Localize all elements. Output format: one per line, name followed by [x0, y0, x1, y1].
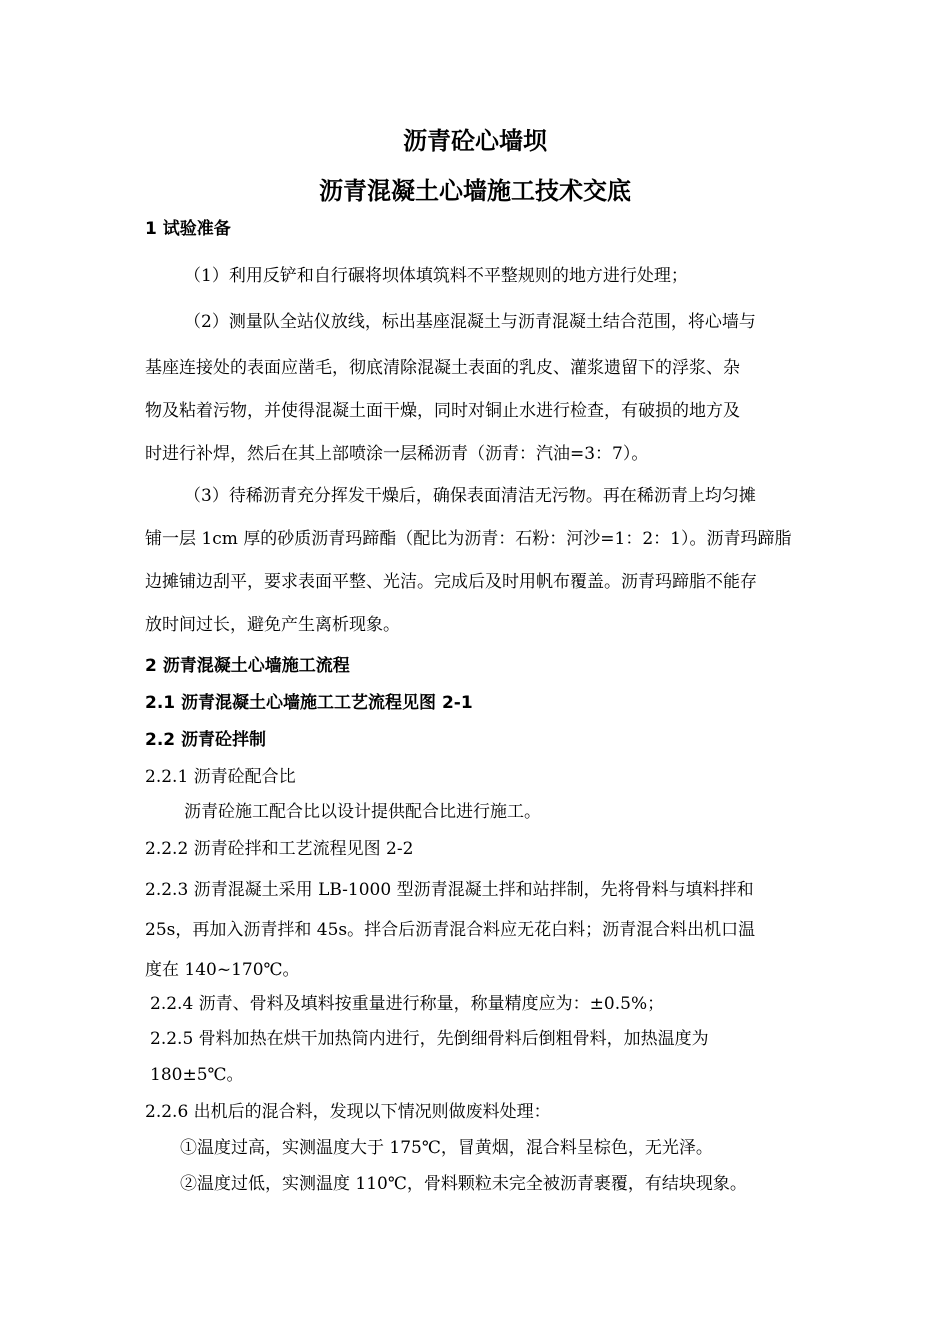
- section-1-heading: 1 试验准备: [145, 219, 231, 239]
- section-2-heading: 2 沥青混凝土心墙施工流程: [145, 656, 350, 676]
- section-1-item-3-line-1: （3）待稀沥青充分挥发干燥后，确保表面清洁无污物。再在稀沥青上均匀摊: [184, 486, 756, 506]
- section-2-2-3-line-3: 度在 140~170℃。: [145, 960, 300, 980]
- section-1-item-1: （1）利用反铲和自行碾将坝体填筑料不平整规则的地方进行处理；: [184, 266, 688, 286]
- section-2-2-6-heading: 2.2.6 出机后的混合料，发现以下情况则做废料处理：: [145, 1102, 551, 1122]
- document-title-main: 沥青砼心墙坝: [403, 127, 547, 155]
- section-1-item-2-line-3: 物及粘着污物，并使得混凝土面干燥，同时对铜止水进行检查，有破损的地方及: [145, 401, 740, 421]
- section-1-item-2-line-2: 基座连接处的表面应凿毛，彻底清除混凝土表面的乳皮、灌浆遗留下的浮浆、杂: [145, 358, 740, 378]
- section-2-2-6-item-2: ②温度过低，实测温度 110℃，骨料颗粒未完全被沥青裹覆，有结块现象。: [180, 1174, 747, 1194]
- section-2-2-3-line-1: 2.2.3 沥青混凝土采用 LB-1000 型沥青混凝土拌和站拌制，先将骨料与填料拌和: [145, 880, 754, 900]
- section-1-item-2-line-4: 时进行补焊，然后在其上部喷涂一层稀沥青（沥青：汽油=3：7）。: [145, 444, 649, 464]
- section-2-2-6-item-1: ①温度过高，实测温度大于 175℃，冒黄烟，混合料呈棕色，无光泽。: [180, 1138, 713, 1158]
- section-2-2-heading: 2.2 沥青砼拌制: [145, 730, 267, 750]
- section-2-2-1-text: 沥青砼施工配合比以设计提供配合比进行施工。: [184, 802, 541, 822]
- section-2-2-1-heading: 2.2.1 沥青砼配合比: [145, 767, 296, 787]
- document-title-sub: 沥青混凝土心墙施工技术交底: [319, 177, 631, 205]
- section-2-2-5-line-2: 180±5℃。: [150, 1065, 244, 1085]
- section-2-2-3-line-2: 25s，再加入沥青拌和 45s。拌合后沥青混合料应无花白料；沥青混合料出机口温: [145, 920, 756, 940]
- section-1-item-3-line-2: 铺一层 1cm 厚的砂质沥青玛蹄酯（配比为沥青：石粉：河沙=1：2：1）。沥青玛蹄脂: [145, 529, 792, 549]
- section-1-item-3-line-3: 边摊铺边刮平，要求表面平整、光洁。完成后及时用帆布覆盖。沥青玛蹄脂不能存: [145, 572, 757, 592]
- section-1-item-2-line-1: （2）测量队全站仪放线，标出基座混凝土与沥青混凝土结合范围，将心墙与: [184, 312, 756, 332]
- section-2-2-4-text: 2.2.4 沥青、骨料及填料按重量进行称量，称量精度应为：±0.5%；: [150, 994, 665, 1014]
- section-2-1-heading: 2.1 沥青混凝土心墙施工工艺流程见图 2-1: [145, 693, 473, 713]
- section-2-2-2-heading: 2.2.2 沥青砼拌和工艺流程见图 2-2: [145, 839, 414, 859]
- section-1-item-3-line-4: 放时间过长，避免产生离析现象。: [145, 615, 400, 635]
- section-2-2-5-line-1: 2.2.5 骨料加热在烘干加热筒内进行，先倒细骨料后倒粗骨料，加热温度为: [150, 1029, 709, 1049]
